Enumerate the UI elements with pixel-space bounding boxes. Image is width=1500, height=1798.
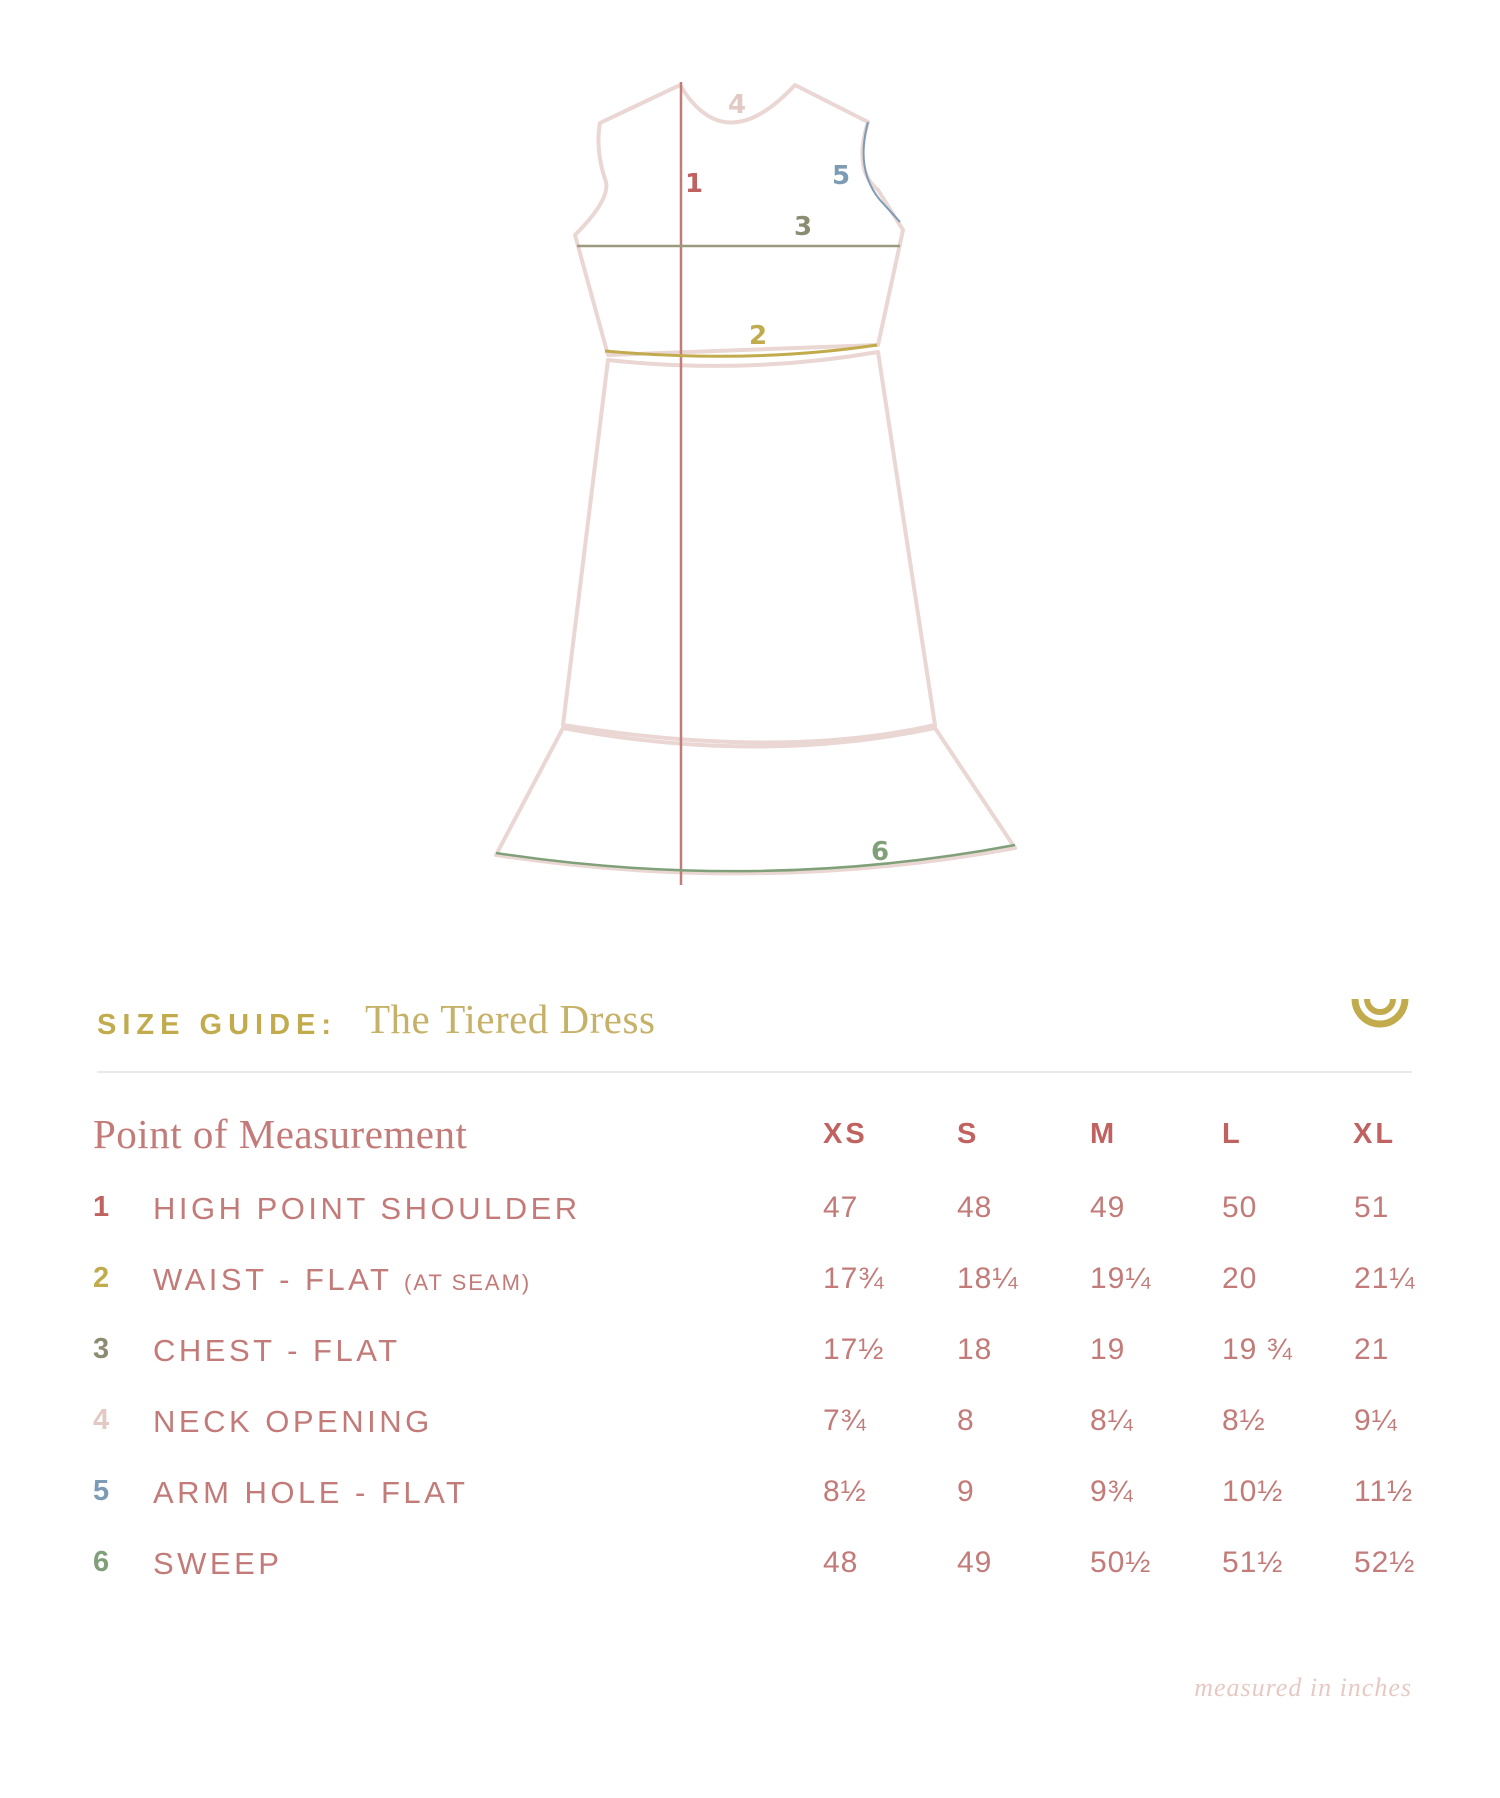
row-label: CHEST - FLAT (153, 1333, 401, 1368)
value-xs: 17¾ (823, 1262, 885, 1295)
size-heading-s: S (957, 1118, 980, 1150)
table-row (0, 1404, 1500, 1454)
row-label: NECK OPENING (153, 1404, 433, 1439)
value-xl: 21¼ (1354, 1262, 1416, 1295)
row-label: HIGH POINT SHOULDER (153, 1191, 581, 1226)
row-label: SWEEP (153, 1546, 283, 1581)
value-s: 18¼ (957, 1262, 1019, 1295)
marker-3: 3 (794, 212, 813, 242)
value-m: 9¾ (1090, 1475, 1134, 1508)
value-l: 19 ¾ (1222, 1333, 1293, 1366)
bodice-outline (575, 85, 903, 355)
row-label: WAIST - FLAT (AT SEAM) (153, 1262, 532, 1297)
value-xs: 7¾ (823, 1404, 867, 1437)
marker-2: 2 (749, 321, 768, 351)
marker-4: 4 (728, 90, 747, 120)
value-m: 8¼ (1090, 1404, 1134, 1437)
value-m: 50½ (1090, 1546, 1152, 1579)
value-s: 8 (957, 1404, 975, 1437)
value-xl: 51 (1354, 1191, 1390, 1224)
value-l: 10½ (1222, 1475, 1284, 1508)
table-row (0, 1262, 1500, 1312)
units-footnote: measured in inches (1194, 1673, 1412, 1702)
value-s: 49 (957, 1546, 993, 1579)
value-l: 20 (1222, 1262, 1258, 1295)
value-xs: 17½ (823, 1333, 885, 1366)
size-heading-xl: XL (1353, 1118, 1397, 1150)
brand-logo-icon (1350, 995, 1410, 1039)
value-xl: 9¼ (1354, 1404, 1398, 1437)
bottom-tier-outline (496, 728, 1015, 873)
marker-6: 6 (871, 837, 890, 867)
point-of-measurement-heading: Point of Measurement (93, 1111, 468, 1157)
table-row (0, 1191, 1500, 1241)
size-guide-header (97, 995, 1412, 1055)
row-number: 4 (93, 1404, 110, 1436)
row-number: 5 (93, 1475, 110, 1507)
value-l: 51½ (1222, 1546, 1284, 1579)
size-heading-xs: XS (823, 1118, 868, 1150)
sweep-line (496, 845, 1015, 871)
table-row (0, 1475, 1500, 1525)
value-xl: 52½ (1354, 1546, 1416, 1579)
value-m: 49 (1090, 1191, 1126, 1224)
size-guide-label: SIZE GUIDE: (97, 1009, 338, 1041)
armhole-curve (864, 122, 900, 222)
value-s: 48 (957, 1191, 993, 1224)
table-row (0, 1333, 1500, 1383)
value-xl: 11½ (1354, 1475, 1414, 1508)
size-heading-l: L (1222, 1118, 1243, 1150)
row-label: ARM HOLE - FLAT (153, 1475, 469, 1510)
marker-1: 1 (685, 169, 704, 199)
row-number: 2 (93, 1262, 110, 1294)
value-m: 19¼ (1090, 1262, 1152, 1295)
table-row (0, 1546, 1500, 1596)
row-number: 6 (93, 1546, 110, 1578)
size-heading-m: M (1090, 1118, 1118, 1150)
row-number: 3 (93, 1333, 110, 1365)
value-m: 19 (1090, 1333, 1126, 1366)
value-s: 9 (957, 1475, 975, 1508)
marker-5: 5 (832, 161, 851, 191)
value-l: 50 (1222, 1191, 1258, 1224)
product-title: The Tiered Dress (365, 996, 656, 1042)
row-label-note: (AT SEAM) (404, 1270, 532, 1295)
value-l: 8½ (1222, 1404, 1266, 1437)
value-s: 18 (957, 1333, 993, 1366)
value-xl: 21 (1354, 1333, 1390, 1366)
row-number: 1 (93, 1191, 110, 1223)
value-xs: 8½ (823, 1475, 867, 1508)
value-xs: 47 (823, 1191, 859, 1224)
header-divider (97, 1071, 1412, 1073)
skirt-tier-outline (563, 352, 935, 743)
value-xs: 48 (823, 1546, 859, 1579)
